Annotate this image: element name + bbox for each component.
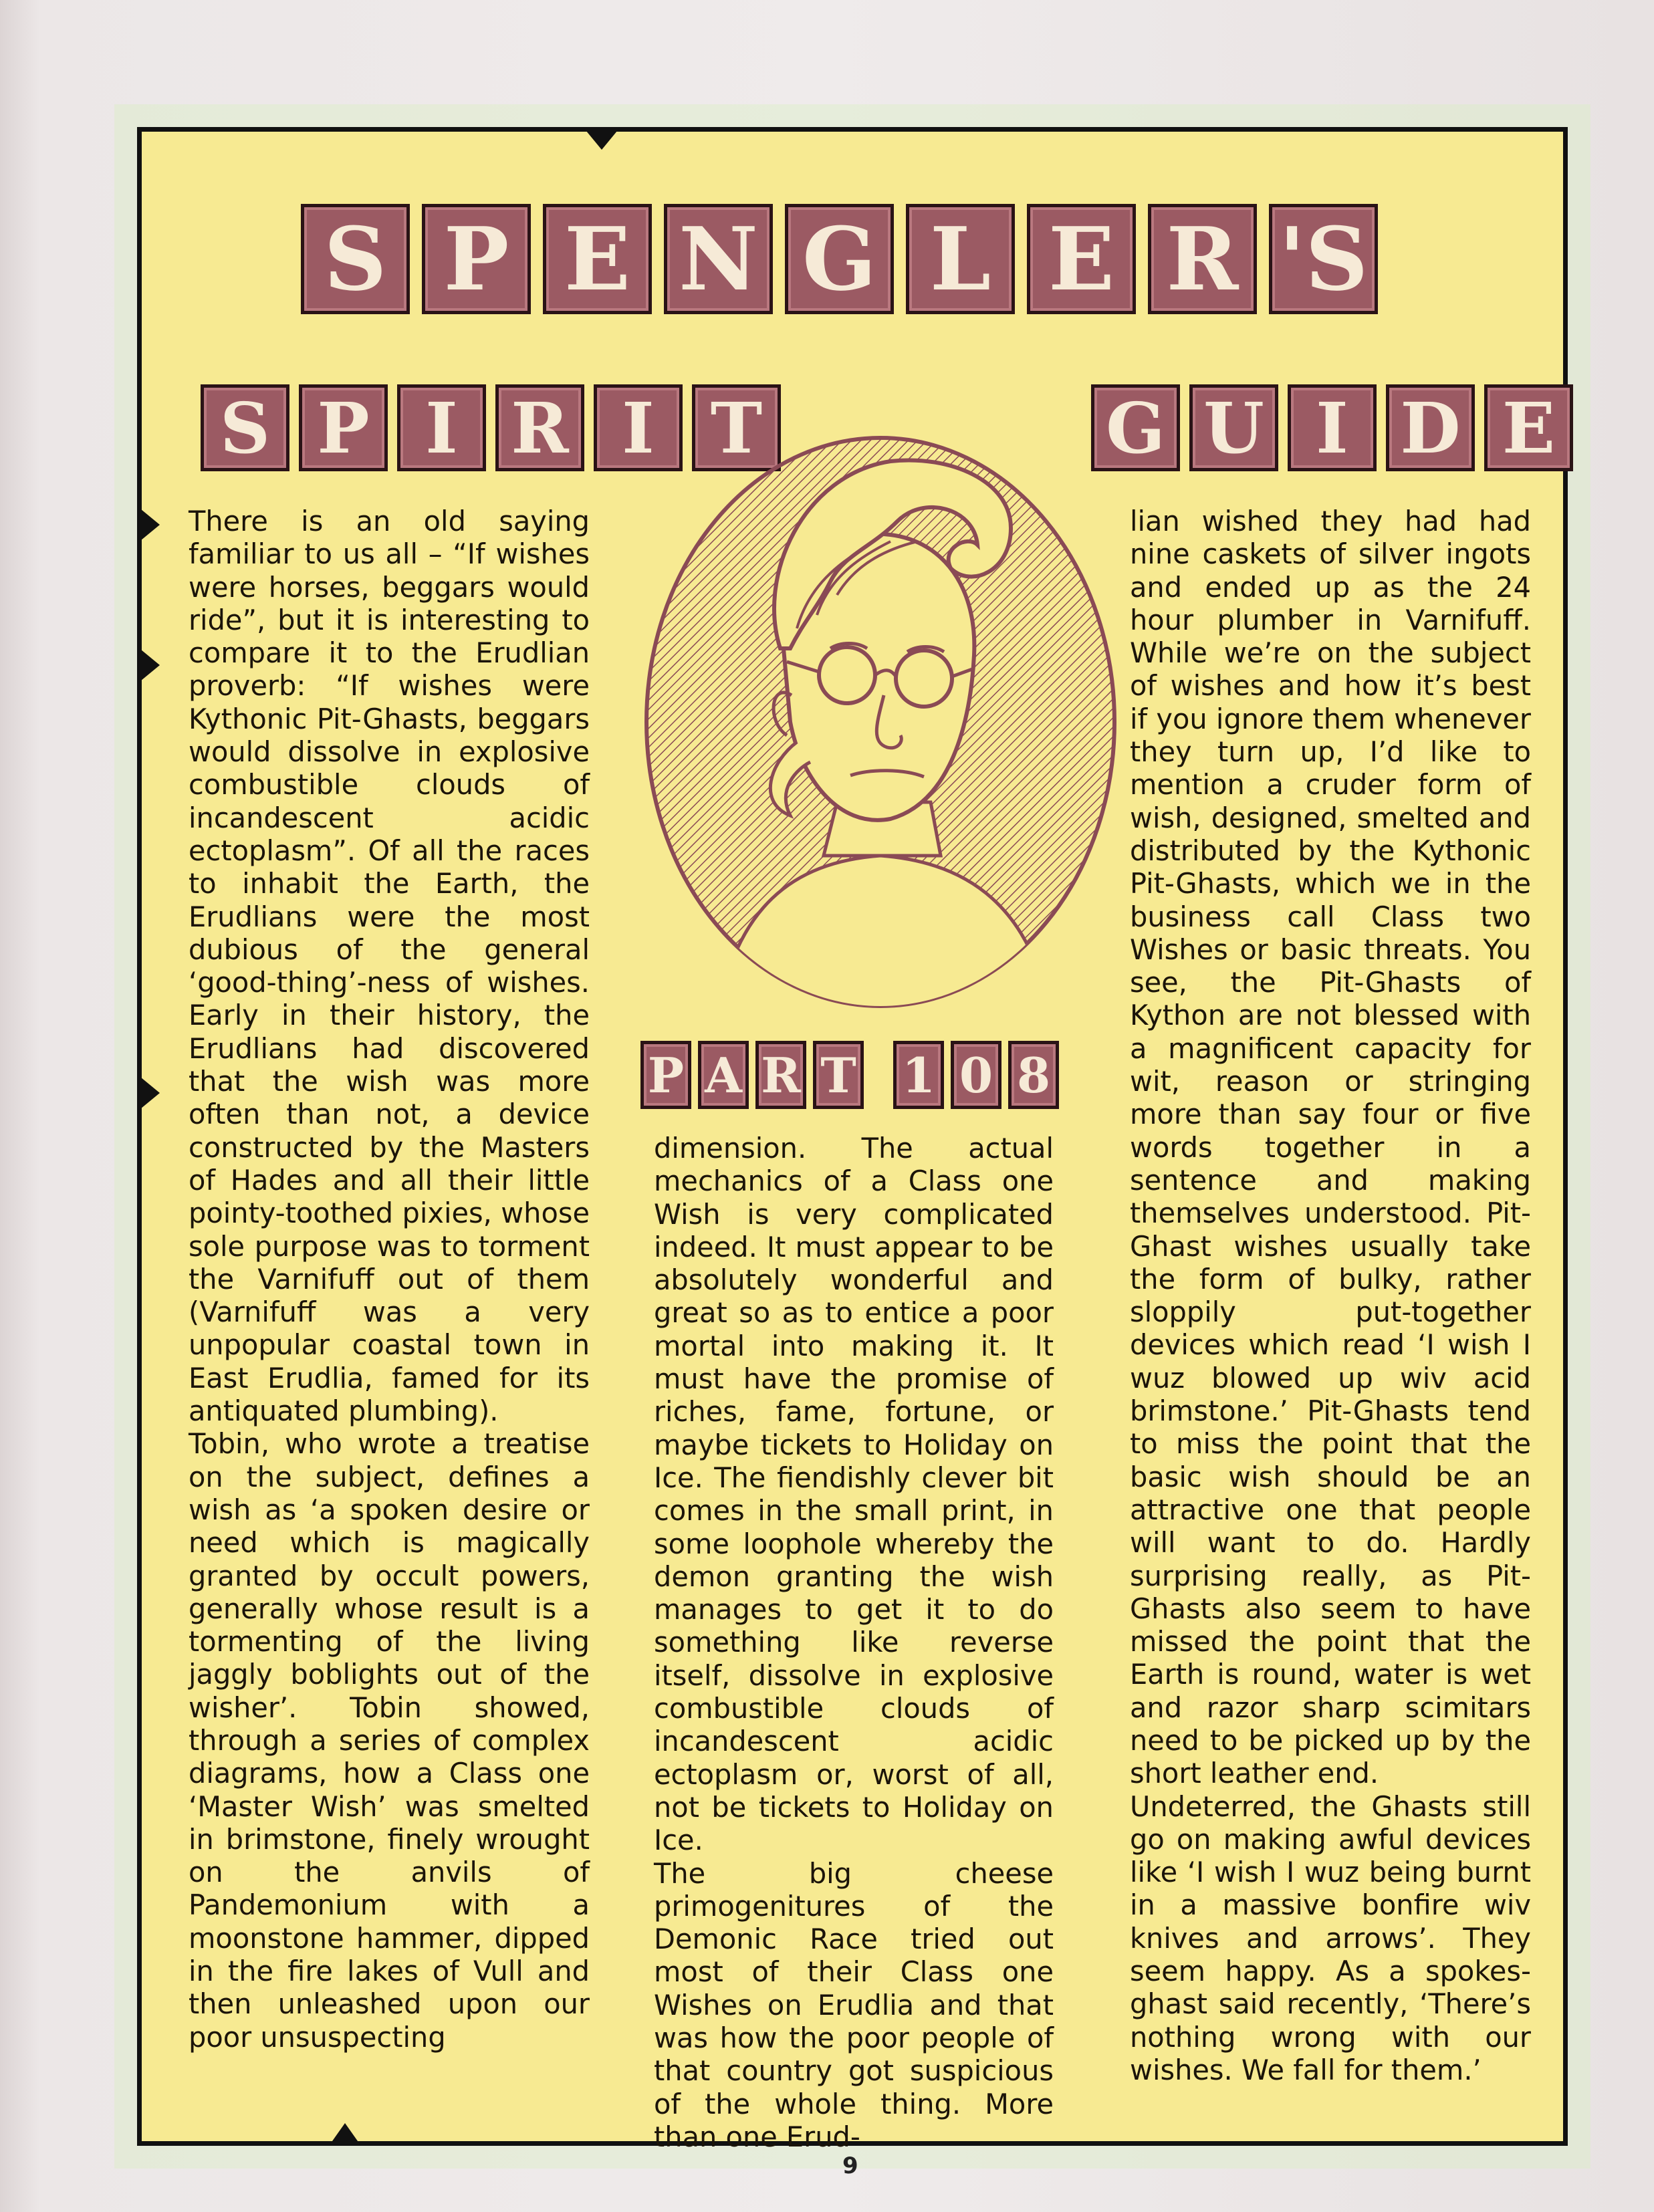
paragraph: lian wished they had had nine caskets of silver ingots and ended up as the 24 hour plumber in Varnifuff. While we’re on the subject of wishes and how it’s best if you ignore them whenever they turn up, I’d like to mention a cruder form of wish, designed, smelted and distributed by the Kythonic Pit-Ghasts, which we in the business call Class two Wishes or basic threats. You see, the Pit-Ghasts of Kython are not blessed with a magnificent capacity for wit, reason or stringing more than say four or five words together in a sentence and making themselves understood. Pit-Ghast wishes usually take the form of bulky, rather sloppily put-together devices which read ‘I wish I wuz blowed up wiv acid brimstone.’ Pit-Ghasts tend to miss the point that the basic wish should be an attractive one that people will want to do. Hardly surprising really, as Pit-Ghasts also seem to have missed the point that the Earth is round, water is wet and razor sharp scimitars need to be picked up by the short leather end. <box>1130 505 1531 1790</box>
title-letter: I <box>594 384 683 471</box>
panel-notch <box>329 2104 361 2146</box>
title-letter: U <box>1189 384 1278 471</box>
title-letter: D <box>1386 384 1475 471</box>
paragraph: There is an old saying familiar to us all – “If wishes were horses, beggars would ride”, but it is interesting to compare it to the Erudlian proverb: “If wishes were Kythonic Pit-Ghasts, beggars would dissolve in explosive combustible clouds of incandescent acidic ectoplasm”. Of all the races to inhabit the Earth, the Erudlians were the most dubious of the general ‘good-thing’-ness of wishes. Early in their history, the Erudlians had discovered that the wish was more often than not, a device constructed by the Masters of Hades and all their little pointy-toothed pixies, whose sole purpose was to torment the Varnifuff out of them (Varnifuff was a very unpopular coastal town in East Erudlia, famed for its antiquated plumbing). <box>189 505 590 1428</box>
part-letter: A <box>698 1041 749 1109</box>
paragraph: Undeterred, the Ghasts still go on making awful devices like ‘I wish I wuz being burnt in a massive bonfire wiv knives and arrows’. They seem happy. As a spokes-ghast said recently, ‘There’s nothing wrong with our wishes. We fall for them.’ <box>1130 1790 1531 2086</box>
title-letter: P <box>299 384 388 471</box>
title-letter: R <box>1148 204 1257 314</box>
part-letter: R <box>755 1041 806 1109</box>
panel-notch <box>583 127 620 168</box>
part-digit: 1 <box>893 1041 944 1109</box>
title-spenglers <box>301 204 1378 314</box>
title-letter: T <box>692 384 781 471</box>
paragraph: Tobin, who wrote a treatise on the subject, defines a wish as ‘a spoken desire or need which is magically granted by occult powers, generally whose result is a tormenting of the living jaggly boblights out of the wisher’. Tobin showed, through a series of complex diagrams, how a Class one ‘Master Wish’ was smelted in brimstone, finely wrought on the anvils of Pandemonium with a moonstone hammer, dipped in the fire lakes of Vull and then unleashed upon our poor unsuspecting <box>189 1427 590 2054</box>
part-spacer <box>870 1041 887 1109</box>
part-digit: 0 <box>951 1041 1001 1109</box>
paragraph: dimension. The actual mechanics of a Class one Wish is very complicated indeed. It must appear to be absolutely wonderful and great so as to entice a poor mortal into making it. It must have the promise of riches, fame, fortune, or maybe tickets to Holiday on Ice. The fiendishly clever bit comes in the small print, in some loophole whereby the demon granting the wish manages to get it to do something like reverse itself, dissolve in explosive combustible clouds of incandescent acidic ectoplasm or, worst of all, not be tickets to Holiday on Ice. <box>654 1132 1054 1857</box>
paragraph: The big cheese primogenitures of the Demonic Race tried out most of their Class one Wishes on Erudlia and that was how the poor people of that country got suspicious of the whole thing. More than one Erud- <box>654 1856 1054 2153</box>
title-letter: E <box>543 204 652 314</box>
title-letter: R <box>495 384 584 471</box>
article-column-1 <box>189 505 590 2054</box>
part-letter: P <box>640 1041 691 1109</box>
title-letter: S <box>301 204 410 314</box>
title-letter: I <box>1288 384 1377 471</box>
title-letter: I <box>397 384 486 471</box>
title-letter: L <box>906 204 1015 314</box>
panel-notch <box>137 506 160 543</box>
part-number-heading <box>640 1041 1059 1109</box>
article-column-3 <box>1130 505 1531 2086</box>
page-number: 9 <box>842 2153 858 2179</box>
title-letter: E <box>1027 204 1136 314</box>
panel-notch <box>137 1074 160 1112</box>
part-letter: T <box>813 1041 864 1109</box>
title-letter: G <box>785 204 894 314</box>
title-letter: N <box>664 204 773 314</box>
title-letter: S <box>201 384 289 471</box>
article-column-2 <box>654 1132 1054 2153</box>
title-letter: 'S <box>1269 204 1378 314</box>
part-digit: 8 <box>1008 1041 1059 1109</box>
spengler-portrait-illustration <box>636 428 1125 1016</box>
title-letter: E <box>1484 384 1573 471</box>
panel-notch <box>137 646 160 684</box>
title-letter: P <box>422 204 531 314</box>
title-letter: G <box>1091 384 1180 471</box>
title-guide <box>1091 384 1573 471</box>
